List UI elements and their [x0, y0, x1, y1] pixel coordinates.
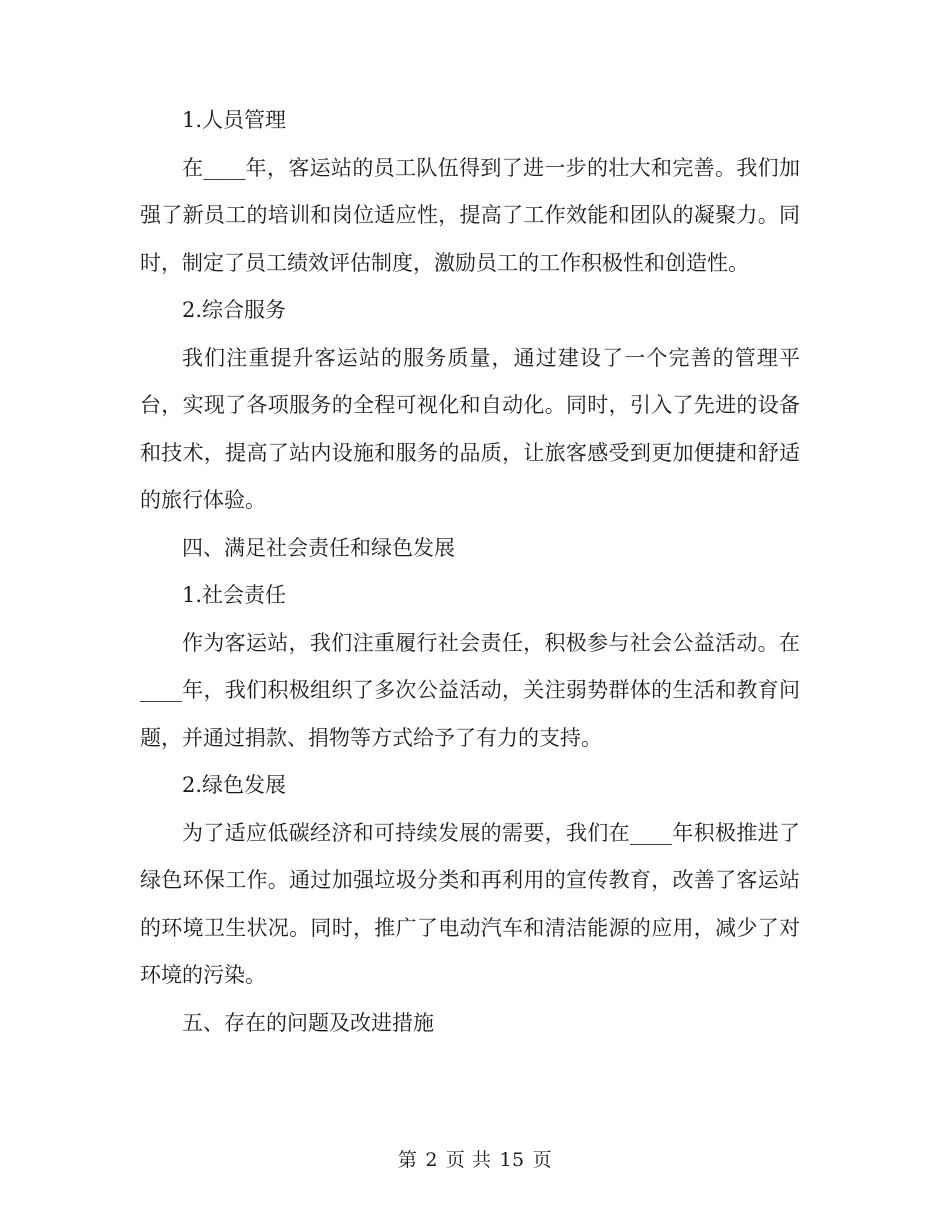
footer-prefix: 第 [397, 1149, 418, 1171]
section-heading-green: 2.绿色发展 [182, 773, 287, 797]
section-heading-service: 2.综合服务 [182, 298, 287, 322]
chapter-heading-four: 四、满足社会责任和绿色发展 [182, 535, 455, 560]
footer-mid: 页 共 [445, 1149, 492, 1171]
paragraph-service: 我们注重提升客运站的服务质量，通过建设了一个完善的管理平台，实现了各项服务的全程可视化和自动化。同时，引入了先进的设备和技术，提高了站内设施和服务的品质，让旅客感受到更加便捷和舒适的旅行体验。 [140, 345, 800, 512]
document-body [140, 97, 800, 1047]
paragraph-green: 为了适应低碳经济和可持续发展的需要，我们在____年积极推进了绿色环保工作。通过加强垃圾分类和再利用的宣传教育，改善了客运站的环境卫生状况。同时，推广了电动汽车和清洁能源的应用，减少了对环境的污染。 [140, 820, 800, 987]
paragraph-social: 作为客运站，我们注重履行社会责任，积极参与社会公益活动。在____年，我们积极组织了多次公益活动，关注弱势群体的生活和教育问题，并通过捐款、捐物等方式给予了有力的支持。 [140, 630, 800, 750]
section-heading-personnel: 1.人员管理 [182, 108, 287, 132]
paragraph-personnel: 在____年，客运站的员工队伍得到了进一步的壮大和完善。我们加强了新员工的培训和岗位适应性，提高了工作效能和团队的凝聚力。同时，制定了员工绩效评估制度，激励员工的工作积极性和创造性。 [140, 155, 800, 275]
footer-total-pages: 15 [499, 1149, 525, 1171]
footer-current-page: 2 [425, 1149, 438, 1171]
footer-suffix: 页 [532, 1149, 553, 1171]
chapter-heading-five: 五、存在的问题及改进措施 [182, 1010, 434, 1035]
page-footer [0, 1146, 950, 1174]
section-heading-social: 1.社会责任 [182, 583, 287, 607]
